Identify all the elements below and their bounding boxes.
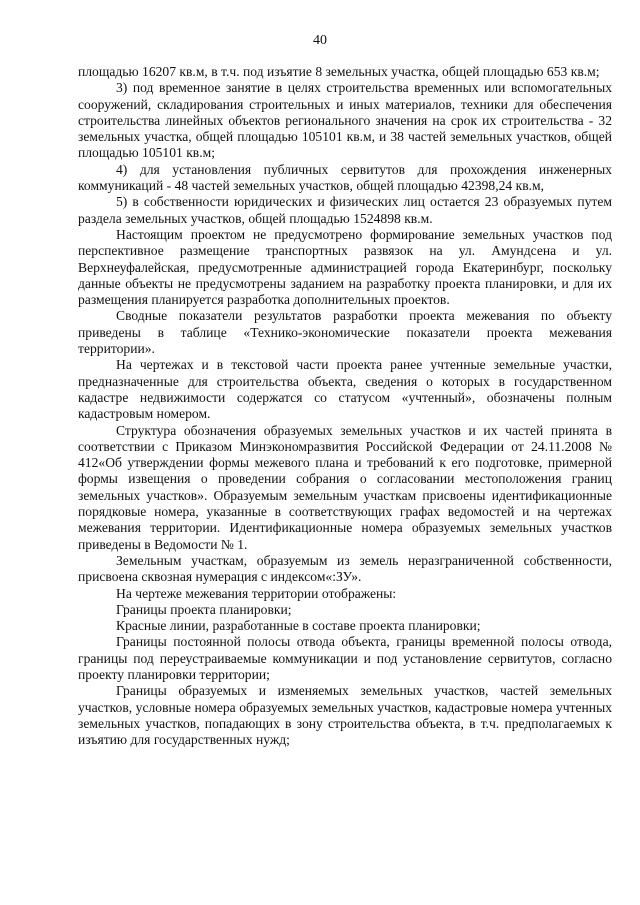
paragraph: Сводные показатели результатов разработки проекта межевания по объекту приведены в таблице «Технико-экономические показатели проекта межевания территории». [78, 308, 612, 357]
paragraph: Структура обозначения образуемых земельных участков и их частей принята в соответствии с Приказом Минэкономразвития Российской Федерации от 24.11.2008 № 412«Об утверждении формы межевого плана и требований к его подготовке, примерной формы извещения о проведении собрания о согласовании местоположения границ земельных участков». Образуемым земельным участкам присвоены идентификационные порядковые номера, указанные в соответствующих графах ведомостей и на чертежах межевания территории. Идентификационные номера образуемых земельных участков приведены в Ведомости № 1. [78, 422, 612, 552]
list-item: Красные линии, разработанные в составе проекта планировки; [116, 618, 481, 634]
body-text [78, 64, 612, 748]
paragraph: Земельным участкам, образуемым из земель неразграниченной собственности, присвоена сквозная нумерация с индексом«:ЗУ». [78, 552, 612, 585]
paragraph: Настоящим проектом не предусмотрено формирование земельных участков под перспективное размещение транспортных развязок на ул. Амундсена и ул. Верхнеуфалейская, предусмотренные администрацией города Екатеринбург, поскольку данные объекты не предусмотрены заданием на разработку проекта планировки, и для их размещения планируется разработка дополнительных проектов. [78, 226, 612, 308]
paragraph-item-3: 3) под временное занятие в целях строительства временных или вспомогательных сооружений, складирования строительных и иных материалов, техники для обеспечения строительства линейных объектов регионального значения на срок их строительства - 32 земельных участка, общей площадью 105101 кв.м, и 38 частей земельных участков, общей площадью 105101 кв.м; [78, 80, 612, 161]
paragraph-item-5: 5) в собственности юридических и физических лиц остается 23 образуемых путем раздела земельных участков, общей площадью 1524898 кв.м. [78, 194, 612, 226]
paragraph: На чертеже межевания территории отображены: [116, 585, 397, 601]
list-item: Границы проекта планировки; [116, 601, 292, 617]
page-number: 40 [313, 33, 327, 48]
list-item: Границы постоянной полосы отвода объекта, границы временной полосы отвода, границы под переустраиваемые коммуникации и под установление сервитутов, согласно проекту планировки территории; [78, 634, 612, 682]
paragraph-continuation: площадью 16207 кв.м, в т.ч. под изъятие 8 земельных участка, общей площадью 653 кв.м; [78, 64, 600, 79]
list-item: Границы образуемых и изменяемых земельных участков, частей земельных участков, условные номера образуемых земельных участков, кадастровые номера учтенных земельных участков, попадающих в зону строительства объекта, в т.ч. предполагаемых к изъятию для государственных нужд; [78, 683, 612, 748]
paragraph: На чертежах и в текстовой части проекта ранее учтенные земельные участки, предназначенные для строительства объекта, сведения о которых в государственном кадастре недвижимости содержатся со статусом «учтенный», обозначены полным кадастровым номером. [78, 357, 612, 422]
paragraph-item-4: 4) для установления публичных сервитутов для прохождения инженерных коммуникаций - 48 частей земельных участков, общей площадью 42398,24 кв.м, [78, 161, 612, 194]
